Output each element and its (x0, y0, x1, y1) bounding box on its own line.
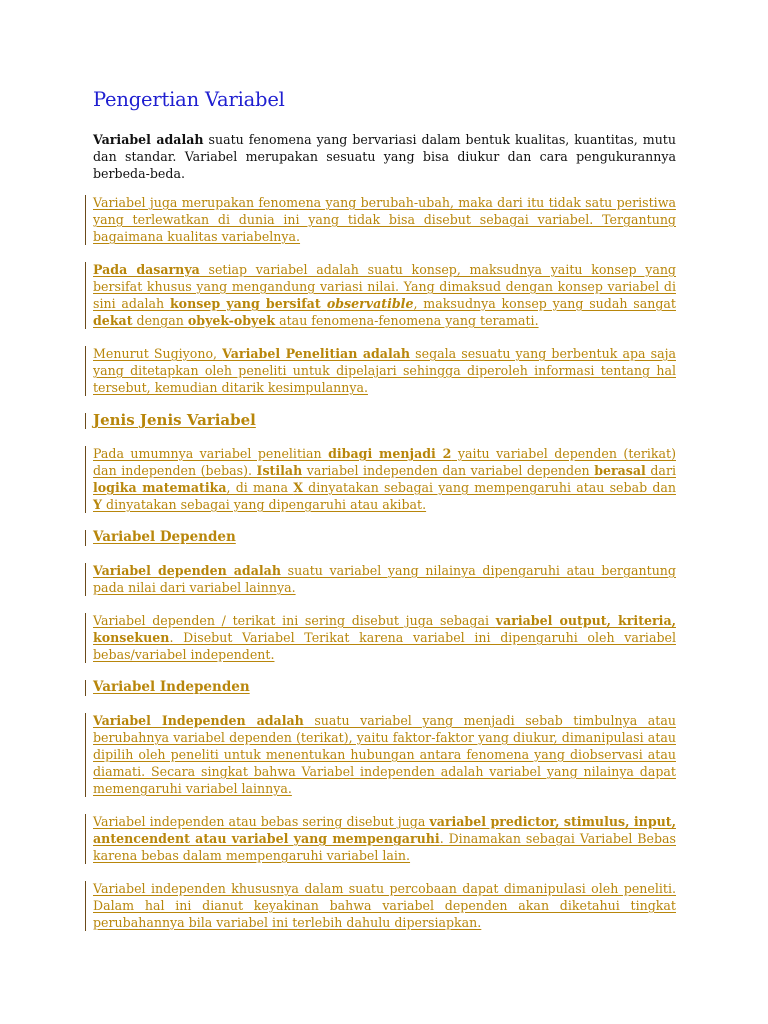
quote-paragraph-6 (93, 612, 676, 663)
text-run: Menurut Sugiyono, (93, 346, 223, 361)
text-run: suatu variabel yang menjadi sebab timbulnya atau berubahnya variabel dependen (terikat), yaitu faktor-faktor yang diukur, dimanipulasi atau dipilih oleh peneliti untuk menentukan hubungan antara fenomena yang diobservasi atau diamati. Secara singkat bahwa Variabel independen adalah variabel yang nilainya dapat memengaruhi variabel lainnya. (93, 713, 676, 796)
quote-paragraph-2 (93, 261, 676, 329)
section-heading-independen: Variabel Independen (93, 679, 676, 696)
text-run: , di mana (226, 480, 294, 495)
bold-term: Variabel Penelitian adalah (222, 346, 411, 361)
bold-term: logika matematika (93, 480, 227, 495)
bold-term: Variabel Independen adalah (93, 713, 304, 728)
text-run: atau fenomena-fenomena yang teramati. (275, 313, 539, 328)
intro-text: suatu fenomena yang bervariasi dalam bentuk kualitas, kuantitas, mutu dan standar. Variabel merupakan sesuatu yang bisa diukur dan cara pengukurannya berbeda-beda. (93, 132, 676, 181)
text-run: Variabel independen atau bebas sering disebut juga (93, 814, 430, 829)
bold-term: variabel output, kriteria, konsekuen (93, 613, 676, 645)
bold-italic-term: observatible (326, 296, 414, 311)
text-run: dinyatakan sebagai yang dipengaruhi atau akibat. (102, 497, 427, 512)
bold-term: dekat (93, 313, 133, 328)
text-run: dari (645, 463, 676, 478)
bold-term: variabel predictor, stimulus, input, antencendent atau variabel yang mempengaruhi (93, 814, 676, 846)
text-run: suatu variabel yang nilainya dipengaruhi atau bergantung pada nilai dari variabel lainnya. (93, 563, 676, 595)
text-run: Pada umumnya variabel penelitian (93, 446, 329, 461)
quote-paragraph-7 (93, 712, 676, 797)
text-run: . Dinamakan sebagai Variabel Bebas karena bebas dalam mempengaruhi variabel lain. (93, 831, 676, 863)
page-title: Pengertian Variabel (93, 88, 285, 111)
quote-paragraph-9: Variabel independen khususnya dalam suatu percobaan dapat dimanipulasi oleh peneliti. Dalam hal ini dianut keyakinan bahwa variabel dependen akan diketahui tingkat perubahannya bila variabel ini terlebih dahulu dipersiapkan. (93, 881, 676, 930)
quote-paragraph-8 (93, 813, 676, 864)
quote-paragraph-3 (93, 345, 676, 396)
text-run: segala sesuatu yang berbentuk apa saja yang ditetapkan oleh peneliti untuk dipelajari sehingga diperoleh informasi tentang hal tersebut, kemudian ditarik kesimpulannya. (93, 346, 676, 395)
text-run: dinyatakan sebagai yang mempengaruhi atau sebab dan (303, 480, 676, 495)
text-run: yaitu variabel dependen (terikat) dan independen (bebas). (93, 446, 676, 478)
bold-term: obyek-obyek (187, 313, 276, 328)
text-run: variabel independen dan variabel dependen (302, 463, 595, 478)
bold-term: berasal (594, 463, 646, 478)
bold-term: dibagi menjadi 2 (328, 446, 452, 461)
text-run: , maksudnya konsep yang sudah sangat (413, 296, 676, 311)
bold-term: Pada dasarnya (93, 262, 200, 277)
intro-term: Variabel adalah (93, 132, 204, 147)
quote-paragraph-4 (93, 445, 676, 513)
text-run: . Disebut Variabel Terikat karena variabel ini dipengaruhi oleh variabel bebas/variabel independent. (93, 630, 676, 662)
bold-term: Variabel dependen adalah (93, 563, 281, 578)
quote-paragraph-1: Variabel juga merupakan fenomena yang berubah-ubah, maka dari itu tidak satu peristiwa yang terlewatkan di dunia ini yang tidak bisa disebut sebagai variabel. Tergantung bagaimana kualitas variabelnya. (93, 195, 676, 244)
bold-term: Istilah (256, 463, 303, 478)
quote-paragraph-5 (93, 562, 676, 596)
intro-paragraph (93, 131, 676, 182)
text-run: setiap variabel adalah suatu konsep, maksudnya yaitu konsep yang bersifat khusus yang mengandung variasi nilai. Yang dimaksud dengan konsep variabel di sini adalah (93, 262, 676, 311)
text-run: Variabel dependen / terikat ini sering disebut juga sebagai (93, 613, 496, 628)
document-page (93, 88, 676, 931)
bold-term: Y (93, 497, 102, 512)
section-heading-dependen: Variabel Dependen (93, 529, 676, 546)
bold-term: X (293, 480, 303, 495)
text-run: dengan (132, 313, 188, 328)
bold-term: konsep yang bersifat (169, 296, 327, 311)
section-heading-jenis: Jenis Jenis Variabel (93, 412, 676, 429)
